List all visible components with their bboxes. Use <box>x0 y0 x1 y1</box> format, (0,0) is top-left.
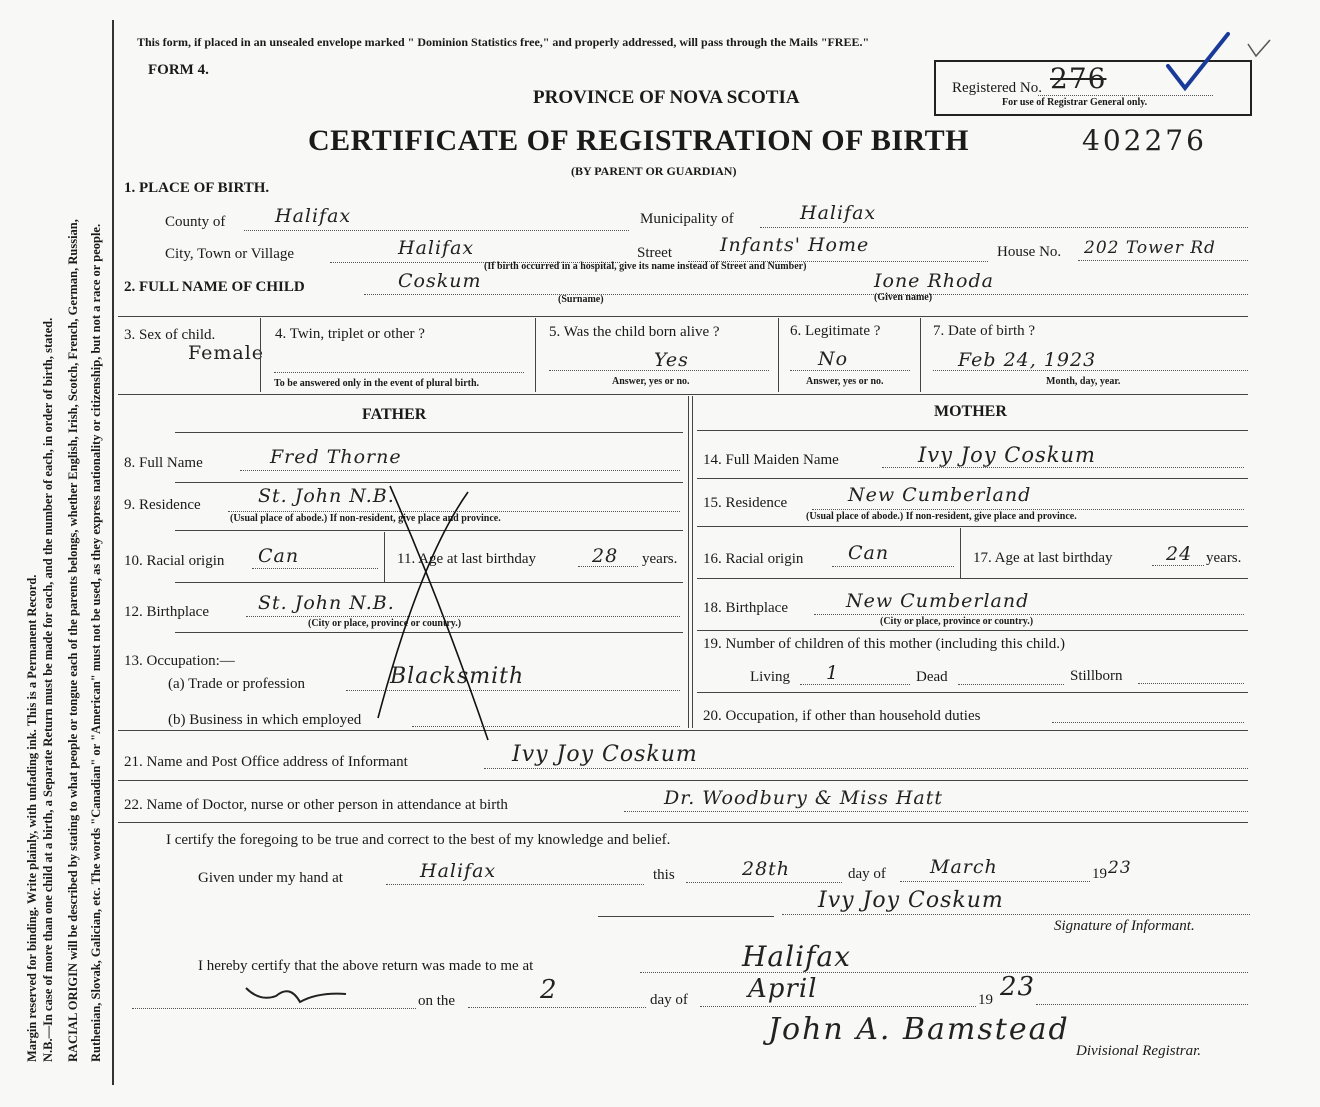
father-business-label: (b) Business in which employed <box>168 712 362 728</box>
child-given-name: Ione Rhoda <box>874 270 994 292</box>
given-under-hand-label: Given under my hand at <box>198 870 343 886</box>
mother-racial: Can <box>848 542 890 564</box>
registrar-month: April <box>748 974 818 1004</box>
father-birthplace: St. John N.B. <box>258 592 395 614</box>
mother-children-label: 19. Number of children of this mother (including this child.) <box>703 636 1066 652</box>
municipality-value: Halifax <box>800 202 877 224</box>
father-residence-label: 9. Residence <box>124 497 201 513</box>
mother-age-label: 17. Age at last birthday <box>973 550 1113 566</box>
binding-note: Margin reserved for binding. Write plainly, with unfading ink. This is a Permanent Record. <box>25 574 39 1062</box>
doctor-value: Dr. Woodbury & Miss Hatt <box>664 787 944 809</box>
living-value: 1 <box>826 662 840 684</box>
plural-birth-note: N.B.—In case of more than one child at a birth, a Separate Return must be made for each, and the number of each, in order of birth, stated. <box>41 317 55 1062</box>
stillborn-label: Stillborn <box>1070 668 1123 684</box>
alive-value: Yes <box>654 349 689 371</box>
twin-label: 4. Twin, triplet or other ? <box>275 326 425 342</box>
doctor-label: 22. Name of Doctor, nurse or other person in attendance at birth <box>124 797 508 813</box>
sex-value: Female <box>188 342 265 364</box>
father-residence: St. John N.B. <box>258 485 395 507</box>
certification-statement: I certify the foregoing to be true and correct to the best of my knowledge and belief. <box>166 832 671 848</box>
alive-label: 5. Was the child born alive ? <box>549 324 720 340</box>
sex-label: 3. Sex of child. <box>124 327 216 343</box>
informant-value: Ivy Joy Coskum <box>512 742 698 767</box>
registrar-signature: John A. Bamstead <box>768 1012 1070 1047</box>
given-year-prefix: 19 <box>1092 866 1107 882</box>
city-label: City, Town or Village <box>165 246 295 262</box>
legitimate-value: No <box>818 348 849 370</box>
street-value: Infants' Home <box>720 234 870 256</box>
municipality-label: Municipality of <box>640 211 734 227</box>
place-of-birth-heading: 1. PLACE OF BIRTH. <box>124 180 270 196</box>
father-trade-label: (a) Trade or profession <box>168 676 306 692</box>
form-number: FORM 4. <box>148 62 209 78</box>
mother-residence-note: (Usual place of abode.) If non-resident, give place and province. <box>806 511 1077 522</box>
certificate-title: CERTIFICATE OF REGISTRATION OF BIRTH <box>308 124 969 157</box>
informant-label: 21. Name and Post Office address of Informant <box>124 754 408 770</box>
cross-out-stroke-icon <box>390 486 488 740</box>
father-birthplace-label: 12. Birthplace <box>124 604 209 620</box>
father-birthplace-note: (City or place, province or country.) <box>308 618 462 629</box>
registrar-initials-icon <box>246 988 346 1002</box>
city-value: Halifax <box>398 237 475 259</box>
postal-note: This form, if placed in an unsealed envelope marked " Dominion Statistics free," and properly addressed, will pass through the Mails "FREE." <box>137 35 870 49</box>
street-label: Street <box>637 245 672 261</box>
alive-note: Answer, yes or no. <box>612 376 690 387</box>
day-of-label: day of <box>848 866 886 882</box>
father-name: Fred Thorne <box>270 446 402 468</box>
dob-value: Feb 24, 1923 <box>958 349 1097 371</box>
registrar-statement: I hereby certify that the above return was made to me at <box>198 958 534 974</box>
certificate-subtitle: (BY PARENT OR GUARDIAN) <box>571 164 737 178</box>
on-the-label: on the <box>418 993 456 1009</box>
small-check-mark-icon <box>1248 40 1270 56</box>
registrar-only-note: For use of Registrar General only. <box>1002 97 1148 108</box>
binding-line <box>112 20 114 1085</box>
living-label: Living <box>750 669 790 685</box>
father-age-label: 11. Age at last birthday <box>397 551 536 567</box>
registrar-day-of-label: day of <box>650 992 688 1008</box>
mother-birthplace: New Cumberland <box>846 590 1030 612</box>
registrar-day: 2 <box>540 975 558 1005</box>
mother-birthplace-label: 18. Birthplace <box>703 600 788 616</box>
mother-name-label: 14. Full Maiden Name <box>703 452 839 468</box>
house-label: House No. <box>997 244 1062 260</box>
county-label: County of <box>165 214 226 230</box>
father-residence-note: (Usual place of abode.) If non-resident, give place and province. <box>230 513 501 524</box>
registered-label: Registered No. <box>952 80 1042 96</box>
mother-occupation-label: 20. Occupation, if other than household duties <box>703 708 981 724</box>
surname-note: (Surname) <box>558 294 604 305</box>
informant-signature: Ivy Joy Coskum <box>818 888 1004 913</box>
registrar-year: 23 <box>1000 972 1036 1002</box>
given-place: Halifax <box>420 860 497 882</box>
racial-origin-note-cont: Ruthenian, Slovak, Galician, etc. The words "Canadian" or "American" must not be used, as they express nationality or citizenship, but not a race or people. <box>89 223 103 1062</box>
father-racial-label: 10. Racial origin <box>124 553 225 569</box>
mother-racial-label: 16. Racial origin <box>703 551 804 567</box>
mother-age: 24 <box>1166 543 1193 565</box>
registrar-place: Halifax <box>742 940 851 973</box>
given-month: March <box>930 856 998 878</box>
mother-birthplace-note: (City or place, province or country.) <box>880 616 1034 627</box>
legitimate-label: 6. Legitimate ? <box>790 323 881 339</box>
street-note: (If birth occurred in a hospital, give its name instead of Street and Number) <box>484 261 807 272</box>
registrar-year-prefix: 19 <box>978 992 993 1008</box>
handwritten-number: 402276 <box>1082 124 1207 157</box>
mother-residence-label: 15. Residence <box>703 495 788 511</box>
father-age: 28 <box>592 545 619 567</box>
county-value: Halifax <box>275 205 352 227</box>
dead-label: Dead <box>916 669 948 685</box>
father-name-label: 8. Full Name <box>124 455 203 471</box>
twin-note: To be answered only in the event of plural birth. <box>274 378 480 389</box>
province-title: PROVINCE OF NOVA SCOTIA <box>533 87 800 108</box>
informant-signature-label: Signature of Informant. <box>1054 918 1195 934</box>
given-year: 23 <box>1108 858 1132 878</box>
given-day: 28th <box>742 858 791 880</box>
dob-note: Month, day, year. <box>1046 376 1121 387</box>
racial-origin-note: RACIAL ORIGIN will be described by stating to what people or tongue each of the parents belongs, whether English, Irish, Scotch, French, German, Russian, <box>66 219 80 1062</box>
father-occupation-label: 13. Occupation:— <box>124 653 235 669</box>
legitimate-note: Answer, yes or no. <box>806 376 884 387</box>
child-surname: Coskum <box>398 270 482 292</box>
mother-name: Ivy Joy Coskum <box>918 443 1096 467</box>
house-value: 202 Tower Rd <box>1084 238 1216 258</box>
this-label: this <box>653 867 675 883</box>
mother-residence: New Cumberland <box>848 484 1032 506</box>
registered-number: 276 <box>1050 62 1107 95</box>
father-racial: Can <box>258 545 300 567</box>
registrar-signature-label: Divisional Registrar. <box>1076 1043 1202 1059</box>
child-name-label: 2. FULL NAME OF CHILD <box>124 279 305 295</box>
father-years: years. <box>642 551 678 567</box>
father-trade: Blacksmith <box>390 664 525 689</box>
dob-label: 7. Date of birth ? <box>933 323 1036 339</box>
mother-heading: MOTHER <box>934 403 1007 420</box>
father-heading: FATHER <box>362 406 427 423</box>
mother-years: years. <box>1206 550 1242 566</box>
given-name-note: (Given name) <box>874 292 933 303</box>
